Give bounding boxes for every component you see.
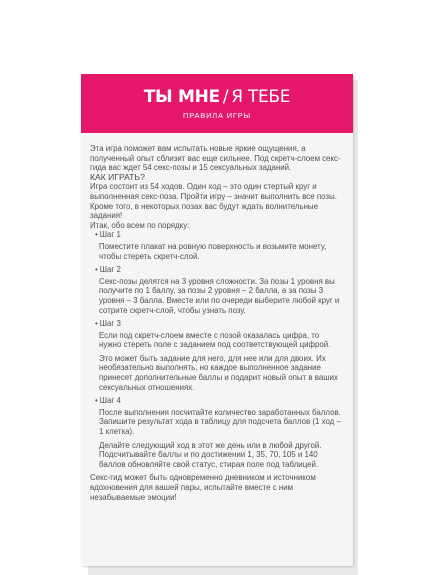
page-subtitle: ПРАВИЛА ИГРЫ xyxy=(183,110,251,120)
rules-content xyxy=(81,133,353,502)
title-part-a: ТЫ МНЕ xyxy=(143,86,220,107)
step-label: • Шаг 4 xyxy=(95,396,121,406)
rules-page xyxy=(81,74,353,566)
step-body xyxy=(95,408,341,470)
step-body xyxy=(95,242,341,261)
intro-paragraph: Эта игра поможет вам испытать новые яркие ощущения, а полученный опыт сблизит вас еще сильнее. Под скретч-слоем секс-гида вас ждет 54 секс-позы и 15 сексуальных заданий. xyxy=(90,144,341,173)
how-paragraph: Игра состоит из 54 ходов. Один ход – это один стертый круг и выполненная секс-поза. Пройти игру – значит выполнить все позы. Кроме того, в некоторых позах вас будут ждать волнительные задания! xyxy=(90,182,337,221)
step-body xyxy=(95,331,341,393)
page-title xyxy=(144,87,290,107)
step-label: • Шаг 1 xyxy=(95,230,121,240)
step-label: • Шаг 3 xyxy=(95,319,121,329)
step-paragraph: Делайте следующий ход в этот же день или в любой другой. Подсчитывайте баллы и по достижении 1, 35, 70, 105 и 140 баллов обновляйте свой статус, стирая поле под таблицей. xyxy=(99,440,322,469)
bullet: • xyxy=(95,230,98,240)
step-1 xyxy=(90,230,341,261)
bullet: • xyxy=(95,396,98,406)
step-paragraph: После выполнения посчитайте количество заработанных баллов. Запишите результат хода в таблицу для подсчета баллов (1 ход – 1 клетка). xyxy=(99,407,341,437)
step-paragraph: Если под скретч-слоем вместе с позой оказалась цифра, то нужно стереть поле с заданием под соответствующей цифрой. xyxy=(99,330,331,350)
title-part-b: Я ТЕБЕ xyxy=(231,86,291,107)
step-paragraph: Секс-позы делятся на 3 уровня сложности. За позы 1 уровня вы получите по 1 баллу, за позы 2 уровня – 2 балла, а за позы 3 уровня – 3 балла. Вместе или по очереди выберите любой круг и сотрите скретч-слой, чтобы узнать позу. xyxy=(99,276,340,315)
title-separator: / xyxy=(222,86,229,107)
header-banner xyxy=(81,74,353,133)
outro-paragraph: Секс-гид может быть одновременно дневником и источником вдохновения для вашей пары, испытайте вместе с ним незабываемые эмоции! xyxy=(90,473,316,502)
step-label: • Шаг 2 xyxy=(95,265,121,275)
step-body xyxy=(95,277,341,315)
step-2 xyxy=(90,265,341,315)
bullet: • xyxy=(95,319,98,329)
order-intro: Итак, обо всем по порядку: xyxy=(90,220,190,230)
bullet: • xyxy=(95,265,98,275)
step-paragraph: Поместите плакат на ровную поверхность и возьмите монету, чтобы стереть скретч-слой. xyxy=(99,241,327,261)
step-paragraph: Это может быть задание для него, для нее или для двоих. Их необязательно выполнять, но каждое выполненное задание принесет дополнительные баллы и подарит новый опыт в ваших сексуальных отношениях. xyxy=(99,353,338,392)
step-4 xyxy=(90,396,341,469)
step-3 xyxy=(90,319,341,392)
section-heading: КАК ИГРАТЬ? xyxy=(90,171,145,182)
